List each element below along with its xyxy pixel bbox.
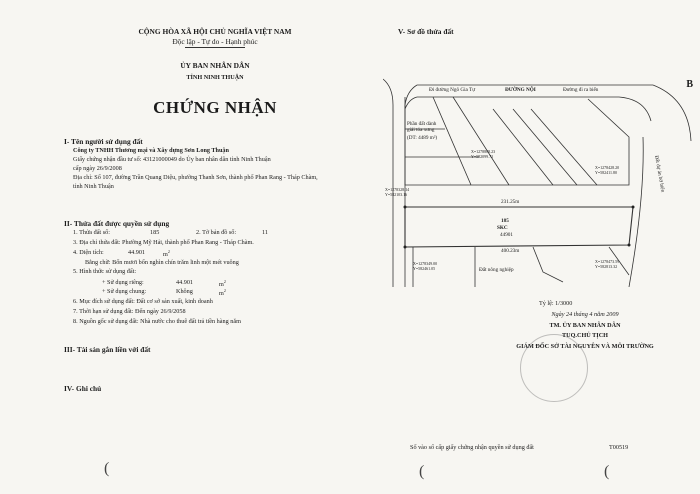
coordinate-4: X=1278349.00 Y=582461.05	[413, 261, 438, 271]
sketch-heading: V- Sơ đồ thửa đất	[398, 27, 454, 36]
road-main-label: Đi đường Ngô Gia Tự	[429, 87, 476, 93]
plot-note-area: (DT: 4489 m²)	[407, 135, 438, 141]
private-use-unit: $m^2$	[219, 279, 226, 289]
authorized-by: TUQ.CHỦ TỊCH	[562, 332, 608, 339]
plot-number-on-map: 185	[501, 218, 509, 224]
land-use-purpose: 6. Mục đích sử dụng đất: Đất cơ sở sản xuất, kinh doanh	[73, 298, 213, 305]
area-value: 44.901	[128, 249, 146, 256]
main-plot-outline	[405, 207, 633, 247]
top-road-curve-outer	[653, 85, 691, 141]
road-label: ĐƯỜNG NỘI	[505, 87, 536, 93]
signer-position: GIÁM ĐỐC SỞ TÀI NGUYÊN VÀ MÔI TRƯỜNG	[516, 343, 654, 350]
lower-line-3	[533, 247, 563, 282]
land-use-origin: 8. Nguồn gốc sử dụng đất: Nhà nước cho thuê đất trả tiền hàng năm	[73, 318, 241, 325]
issue-date: Ngày 24 tháng 4 năm 2009	[551, 311, 619, 318]
register-number: T00519	[609, 444, 629, 451]
private-use-label: + Sử dụng riêng:	[102, 279, 144, 286]
page-mark-left: (	[104, 460, 110, 477]
section4-heading: IV- Ghi chú	[64, 384, 102, 393]
map-sheet-label: 2. Tờ bản đồ số:	[196, 229, 237, 236]
license-date: cấp ngày 26/9/2008	[73, 165, 122, 172]
company-address-line1: Địa chỉ: Số 107, đường Trần Quang Diệu, phường Thanh Sơn, thành phố Phan Rang - Tháp Chàm,	[73, 174, 318, 181]
left-road-curve-2	[405, 85, 417, 105]
investment-license: Giấy chứng nhận đầu tư số: 43121000049 do Ủy ban nhân dân tỉnh Ninh Thuận	[73, 156, 271, 163]
private-use-value: 44.901	[176, 279, 194, 286]
left-road-curve-1	[383, 79, 393, 105]
page-mark-right-1: (	[419, 463, 425, 480]
company-name: Công ty TNHH Thương mại và Xây dựng Sơn Long Thuận	[73, 147, 229, 154]
province-name: TỈNH NINH THUẬN	[186, 74, 244, 81]
top-road-curve-inner	[619, 97, 651, 121]
corner-point-2	[632, 206, 635, 209]
coordinate-5: X=1278473.59 Y=582813.32	[595, 259, 620, 269]
sketch-svg	[383, 37, 695, 287]
register-label: Số vào sổ cấp giấy chứng nhận quyền sử dụng đất	[410, 444, 534, 451]
land-use-duration: 7. Thời hạn sử dụng đất: Đến ngày 26/9/2058	[73, 308, 186, 315]
map-ratio: Tỷ lệ: 1/3000	[539, 300, 573, 307]
plot-location: 3. Địa chỉ thửa đất: Phường Mỹ Hải, thành phố Phan Rang - Tháp Chàm.	[73, 239, 254, 246]
section1-heading: I- Tên người sử dụng đất	[64, 137, 143, 146]
subdivision-line-5	[531, 109, 597, 185]
certificate-title: CHỨNG NHẬN	[153, 98, 277, 117]
coordinate-1: X=1278328.14 Y=582103.16	[385, 187, 410, 197]
authority-name: ỦY BAN NHÂN DÂN	[180, 61, 250, 70]
common-use-unit: $m^2$	[219, 288, 226, 298]
dim-top: 231.25m	[501, 199, 520, 205]
usage-form: 5. Hình thức sử dụng đất:	[73, 268, 137, 275]
country-name: CỘNG HÒA XÃ HỘI CHỦ NGHĨA VIỆT NAM	[138, 27, 292, 36]
sea-side-label: Đất dự án bờ biển	[653, 155, 666, 193]
plot-number-value: 185	[150, 229, 160, 236]
page-mark-right-2: (	[604, 463, 610, 480]
dim-bottom: 400.23m	[501, 248, 520, 254]
company-address-line2: tỉnh Ninh Thuận	[73, 183, 114, 190]
corner-point-1	[404, 206, 407, 209]
area-unit: $m^2$	[163, 249, 170, 259]
corner-point-3	[628, 244, 631, 247]
subdivision-line-2	[453, 97, 509, 185]
coordinate-2: X=1278808.23 Y=582099.72	[471, 149, 496, 159]
on-behalf-of: TM. ỦY BAN NHÂN DÂN	[549, 322, 621, 329]
area-in-words: Bằng chữ: Bốn mươi bốn nghìn chín trăm linh một mét vuông	[85, 259, 239, 266]
coordinate-3: X=1278428.20 Y=582411.80	[595, 165, 620, 175]
plot-note: Phần đất dành giải tỏa xưng	[407, 121, 437, 133]
common-use-value: Không	[176, 288, 193, 295]
area-label: 4. Diện tích:	[73, 249, 104, 256]
corner-point-4	[404, 246, 407, 249]
plot-number-label: 1. Thửa đất số:	[73, 229, 110, 236]
plot-sketch-map	[383, 37, 695, 287]
beach-edge	[629, 137, 643, 287]
neighbor-land: Đất nông nghiệp	[479, 267, 514, 273]
road-right-label: Đường đi ra biển	[563, 87, 599, 93]
corner-letter: B	[686, 79, 693, 90]
map-sheet-value: 11	[262, 229, 268, 236]
subdivision-line-1	[433, 97, 471, 185]
common-use-label: + Sử dụng chung:	[102, 288, 147, 295]
section2-heading: II- Thửa đất được quyền sử dụng	[64, 219, 170, 228]
plot-area-on-map: 44901	[500, 232, 513, 238]
motto-underline	[185, 47, 245, 48]
national-motto: Độc lập - Tự do - Hạnh phúc	[172, 37, 258, 46]
section3-heading: III- Tài sản gắn liền với đất	[64, 345, 151, 354]
plot-code-on-map: SKC	[497, 225, 508, 231]
